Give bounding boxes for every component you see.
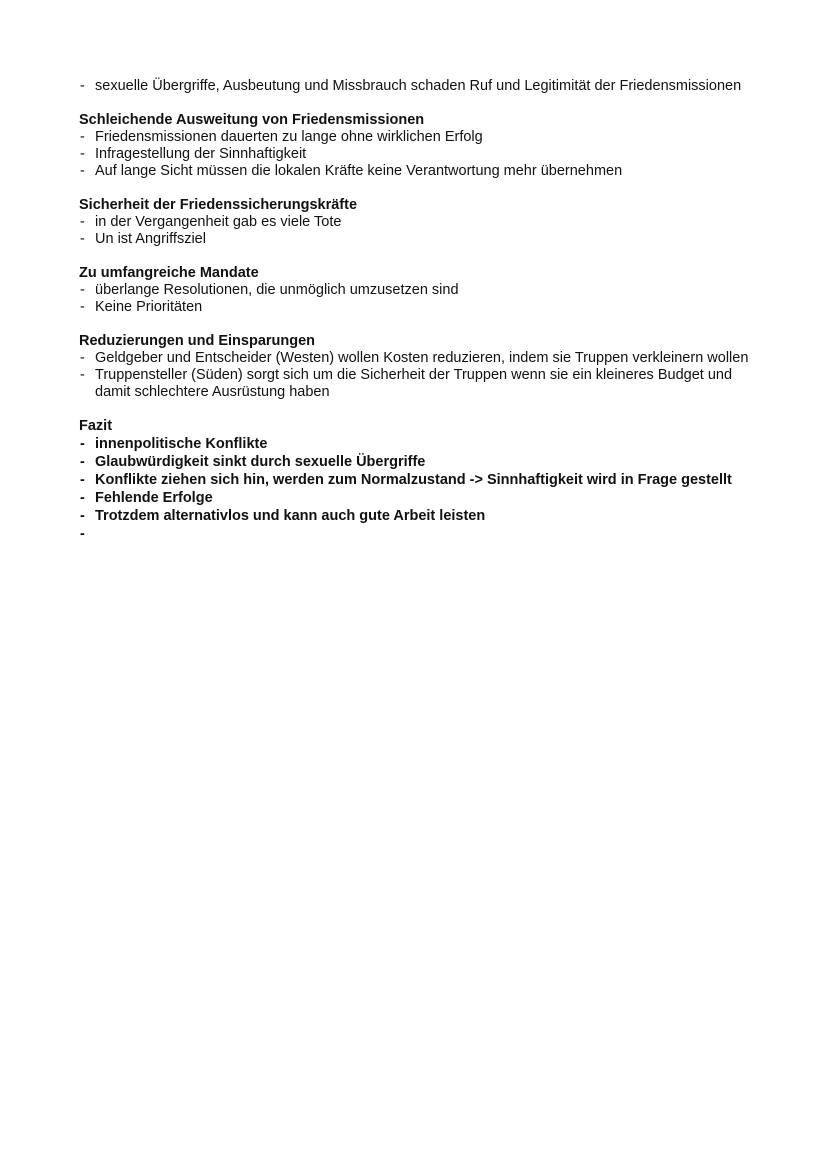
bullet-dash: - bbox=[80, 367, 85, 383]
bullet-dash: - bbox=[80, 472, 85, 488]
section-sicherheit bbox=[79, 197, 759, 248]
list-item bbox=[79, 282, 759, 299]
fazit-bullet-list bbox=[79, 435, 759, 542]
list-item bbox=[79, 231, 759, 248]
bullet-dash: - bbox=[80, 454, 85, 470]
bullet-list bbox=[79, 350, 759, 401]
list-item bbox=[79, 471, 759, 489]
bullet-text: Infragestellung der Sinnhaftigkeit bbox=[95, 146, 307, 162]
bullet-list bbox=[79, 129, 759, 180]
section-fazit bbox=[79, 418, 759, 542]
list-item bbox=[79, 435, 759, 453]
section-schleichende-ausweitung bbox=[79, 112, 759, 180]
section-heading: Fazit bbox=[79, 418, 113, 434]
bullet-dash: - bbox=[80, 146, 85, 162]
intro-bullet-list bbox=[79, 78, 759, 95]
bullet-dash: - bbox=[80, 490, 85, 506]
list-item bbox=[79, 507, 759, 525]
section-reduzierungen bbox=[79, 333, 759, 401]
bullet-dash: - bbox=[80, 129, 85, 145]
section-mandate bbox=[79, 265, 759, 316]
list-item bbox=[79, 129, 759, 146]
section-heading: Sicherheit der Friedenssicherungskräfte bbox=[79, 197, 358, 213]
bullet-dash: - bbox=[80, 214, 85, 230]
bullet-dash: - bbox=[80, 508, 85, 524]
intro-section bbox=[79, 78, 759, 95]
bullet-text: in der Vergangenheit gab es viele Tote bbox=[95, 214, 342, 230]
bullet-text: Truppensteller (Süden) sorgt sich um die Sicherheit der Truppen wenn sie ein kleineres Budget und damit schlechtere Ausrüstung haben bbox=[95, 367, 733, 400]
section-heading: Zu umfangreiche Mandate bbox=[79, 265, 259, 281]
list-item bbox=[79, 489, 759, 507]
section-heading: Reduzierungen und Einsparungen bbox=[79, 333, 316, 349]
list-item bbox=[79, 350, 759, 367]
bullet-text: Trotzdem alternativlos und kann auch gute Arbeit leisten bbox=[95, 508, 486, 524]
bullet-text: innenpolitische Konflikte bbox=[95, 436, 268, 452]
bullet-dash: - bbox=[80, 299, 85, 315]
bullet-dash: - bbox=[80, 231, 85, 247]
bullet-text: Keine Prioritäten bbox=[95, 299, 203, 315]
bullet-dash: - bbox=[80, 163, 85, 179]
bullet-text: Auf lange Sicht müssen die lokalen Kräfte keine Verantwortung mehr übernehmen bbox=[95, 163, 623, 179]
bullet-text: Konflikte ziehen sich hin, werden zum Normalzustand -> Sinnhaftigkeit wird in Frage gestellt bbox=[95, 472, 732, 488]
section-heading: Schleichende Ausweitung von Friedensmissionen bbox=[79, 112, 425, 128]
bullet-list bbox=[79, 214, 759, 248]
list-item bbox=[79, 78, 759, 95]
bullet-dash: - bbox=[80, 350, 85, 366]
bullet-dash: - bbox=[80, 78, 85, 94]
bullet-list bbox=[79, 282, 759, 316]
bullet-dash: - bbox=[80, 436, 85, 452]
bullet-text: überlange Resolutionen, die unmöglich umzusetzen sind bbox=[95, 282, 459, 298]
bullet-text: sexuelle Übergriffe, Ausbeutung und Missbrauch schaden Ruf und Legitimität der Friedensmissionen bbox=[95, 78, 742, 94]
bullet-text: Un ist Angriffsziel bbox=[95, 231, 206, 247]
list-item bbox=[79, 367, 759, 401]
bullet-text: Glaubwürdigkeit sinkt durch sexuelle Übergriffe bbox=[95, 454, 426, 470]
bullet-text: Fehlende Erfolge bbox=[95, 490, 213, 506]
document-page bbox=[79, 78, 759, 542]
list-item bbox=[79, 214, 759, 231]
list-item bbox=[79, 146, 759, 163]
bullet-text: Friedensmissionen dauerten zu lange ohne wirklichen Erfolg bbox=[95, 129, 483, 145]
bullet-dash: - bbox=[80, 526, 85, 542]
bullet-dash: - bbox=[80, 282, 85, 298]
list-item bbox=[79, 163, 759, 180]
bullet-text: Geldgeber und Entscheider (Westen) wollen Kosten reduzieren, indem sie Truppen verkleinern wollen bbox=[95, 350, 749, 366]
list-item bbox=[79, 299, 759, 316]
list-item bbox=[79, 453, 759, 471]
